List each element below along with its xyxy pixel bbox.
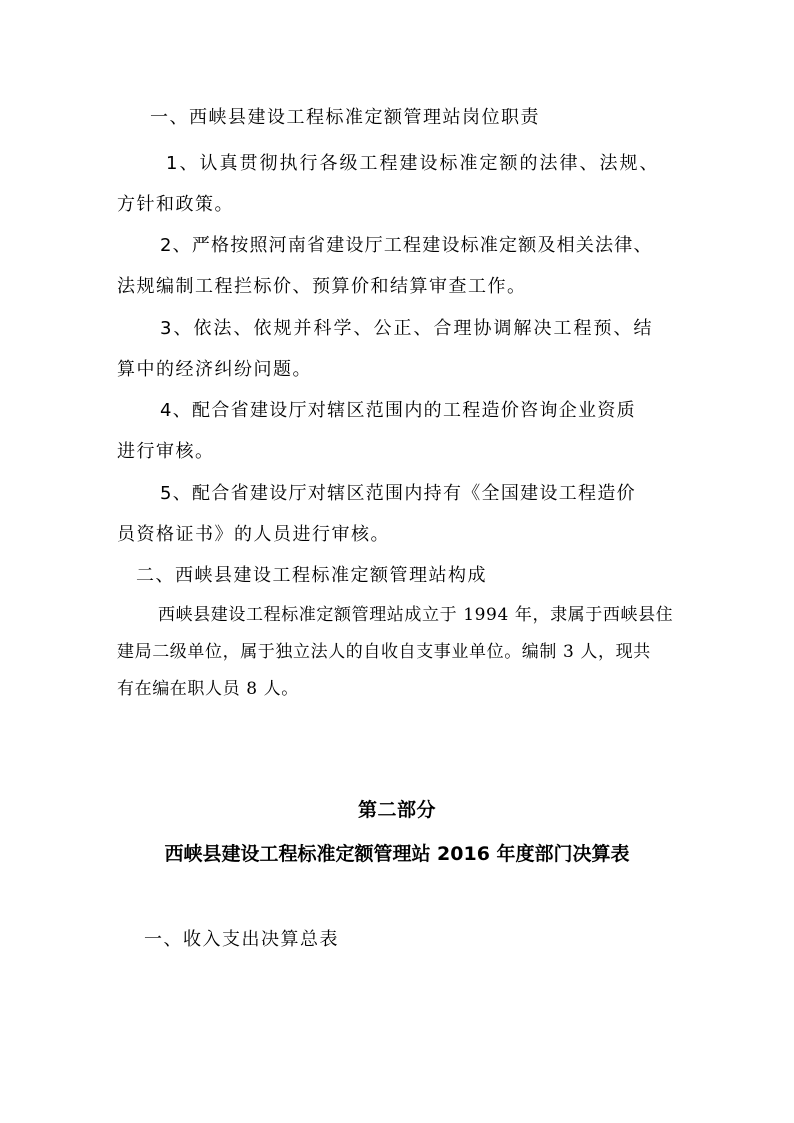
duty-4-line1: 4、配合省建设厅对辖区范围内的工程造价咨询企业资质 (160, 400, 636, 421)
duty-3-line2: 算中的经济纠纷问题。 (117, 359, 312, 380)
duty-1-line2: 方针和政策。 (117, 194, 234, 215)
part2-subtitle: 西峡县建设工程标准定额管理站 2016 年度部门决算表 (164, 843, 630, 865)
part2-title: 第二部分 (357, 799, 436, 821)
section1-heading: 一、西峡县建设工程标准定额管理站岗位职责 (150, 107, 540, 128)
section2-paragraph-line2: 建局二级单位，属于独立法人的自收自支事业单位。编制 3 人，现共 (117, 642, 651, 662)
duty-2-line1: 2、严格按照河南省建设厅工程建设标准定额及相关法律、 (160, 235, 653, 256)
section2-paragraph-line1: 西峡县建设工程标准定额管理站成立于 1994 年，隶属于西峡县住 (158, 605, 674, 625)
duty-5-line2: 员资格证书》的人员进行审核。 (117, 524, 390, 545)
table-section-heading: 一、收入支出决算总表 (144, 929, 339, 950)
duty-1-line1: 1、认真贯彻执行各级工程建设标准定额的法律、法规、 (166, 153, 660, 174)
section2-paragraph-line3: 有在编在职人员 8 人。 (117, 679, 299, 699)
duty-3-line1: 3、依法、依规并科学、公正、合理协调解决工程预、结 (160, 318, 654, 339)
duty-2-line2: 法规编制工程拦标价、预算价和结算审查工作。 (117, 276, 527, 297)
section2-heading: 二、西峡县建设工程标准定额管理站构成 (136, 565, 487, 586)
duty-4-line2: 进行审核。 (117, 441, 215, 462)
duty-5-line1: 5、配合省建设厅对辖区范围内持有《全国建设工程造价 (160, 483, 636, 504)
